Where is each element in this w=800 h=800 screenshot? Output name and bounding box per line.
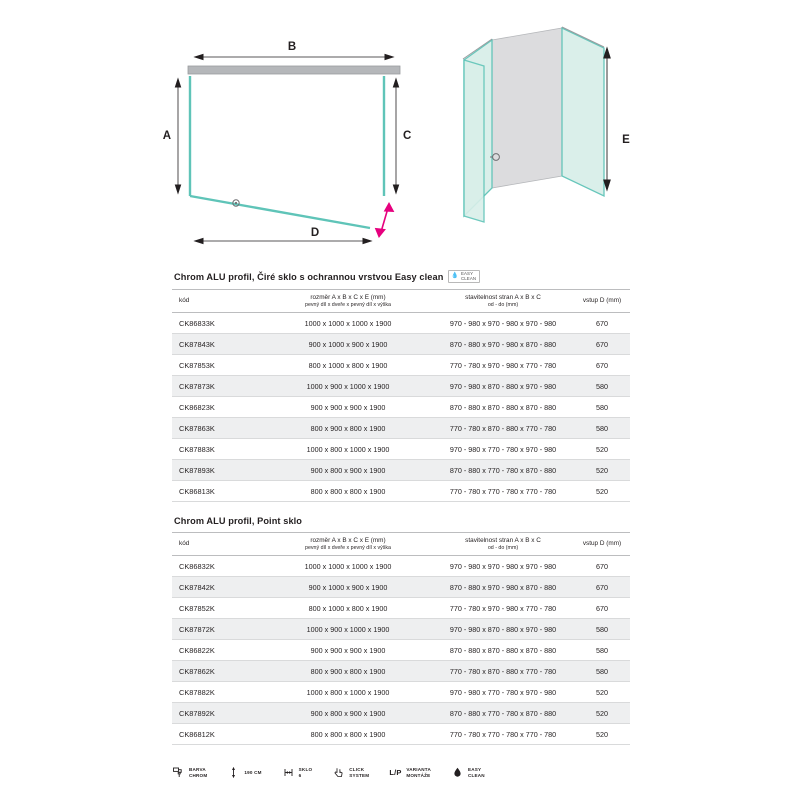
feature-label-line2: CHROM [189, 772, 208, 778]
feature-easy-clean [451, 766, 485, 779]
table-row [172, 334, 630, 355]
section-title-text: Chrom ALU profil, Čiré sklo s ochrannou vrstvou Easy clean [174, 271, 444, 282]
feature-height [227, 766, 261, 779]
water-drop-icon [451, 766, 464, 779]
cell-entry: 580 [574, 376, 630, 397]
product-diagram [0, 0, 800, 262]
cell-size: 800 x 800 x 800 x 1900 [264, 724, 432, 745]
table-row [172, 355, 630, 376]
table-row [172, 682, 630, 703]
cell-adjust: 870 - 880 x 970 - 980 x 870 - 880 [432, 334, 574, 355]
cell-size: 800 x 900 x 800 x 1900 [264, 418, 432, 439]
cell-adjust: 870 - 880 x 870 - 880 x 870 - 880 [432, 640, 574, 661]
cell-size: 900 x 800 x 900 x 1900 [264, 460, 432, 481]
water-drop-icon: 💧 [451, 273, 459, 280]
cell-code: CK87883K [172, 439, 264, 460]
dimension-E [604, 48, 610, 190]
table-easyclean [172, 289, 630, 502]
cell-adjust: 770 - 780 x 970 - 980 x 770 - 780 [432, 598, 574, 619]
cell-code: CK86813K [172, 481, 264, 502]
cell-adjust: 770 - 780 x 770 - 780 x 770 - 780 [432, 724, 574, 745]
cell-adjust: 870 - 880 x 770 - 780 x 870 - 880 [432, 460, 574, 481]
cell-entry: 670 [574, 334, 630, 355]
feature-label-line1: VARIANTA [406, 767, 431, 773]
cell-code: CK87872K [172, 619, 264, 640]
header-size [264, 533, 432, 556]
cell-code: CK87893K [172, 460, 264, 481]
header-size-sub: pevný díl x dveře x pevný díl x výška [305, 301, 391, 308]
left-right-icon [389, 766, 402, 779]
door-pane [190, 196, 370, 228]
header-adjust-main: stavitelnost stran A x B x C [465, 293, 541, 301]
cell-code: CK87892K [172, 703, 264, 724]
header-size-main: rozměr A x B x C x E (mm) [310, 293, 386, 301]
cell-code: CK87842K [172, 577, 264, 598]
table-header-row [172, 290, 630, 313]
table-row [172, 376, 630, 397]
cell-entry: 580 [574, 661, 630, 682]
feature-label-line1: EASY [467, 767, 482, 773]
paint-roller-icon [172, 766, 185, 779]
cell-entry: 670 [574, 355, 630, 376]
cell-size: 1000 x 800 x 1000 x 1900 [264, 682, 432, 703]
cell-code: CK87852K [172, 598, 264, 619]
cell-adjust: 770 - 780 x 770 - 780 x 770 - 780 [432, 481, 574, 502]
header-code: kód [172, 290, 264, 313]
table-row [172, 481, 630, 502]
cell-entry: 520 [574, 481, 630, 502]
label-A: A [162, 130, 171, 142]
cell-entry: 670 [574, 556, 630, 577]
table-header-row [172, 533, 630, 556]
table-row [172, 703, 630, 724]
cell-adjust: 870 - 880 x 770 - 780 x 870 - 880 [432, 703, 574, 724]
cell-adjust: 970 - 980 x 970 - 980 x 970 - 980 [432, 313, 574, 334]
header-adjust [432, 290, 574, 313]
cell-entry: 520 [574, 682, 630, 703]
header-entry: vstup D (mm) [574, 533, 630, 556]
header-size [264, 290, 432, 313]
click-hand-icon [332, 766, 345, 779]
cell-size: 900 x 800 x 900 x 1900 [264, 703, 432, 724]
easy-clean-badge [448, 270, 480, 283]
feature-label-line1: BARVA [189, 767, 206, 773]
table-row [172, 313, 630, 334]
feature-label-line2: MONTÁŽE [406, 772, 431, 778]
dimension-D [195, 238, 371, 243]
height-arrow-icon [227, 766, 240, 779]
svg-text:L/P: L/P [389, 768, 402, 777]
cell-adjust: 970 - 980 x 870 - 880 x 970 - 980 [432, 376, 574, 397]
cell-size: 800 x 800 x 800 x 1900 [264, 481, 432, 502]
cell-size: 900 x 1000 x 900 x 1900 [264, 334, 432, 355]
header-size-main: rozměr A x B x C x E (mm) [310, 536, 386, 544]
cell-entry: 580 [574, 397, 630, 418]
cell-size: 1000 x 900 x 1000 x 1900 [264, 376, 432, 397]
cell-adjust: 970 - 980 x 770 - 780 x 970 - 980 [432, 439, 574, 460]
cell-code: CK87873K [172, 376, 264, 397]
right-fixed-glass [562, 28, 604, 196]
cell-entry: 670 [574, 577, 630, 598]
feature-icon-strip [172, 766, 630, 779]
cell-code: CK86833K [172, 313, 264, 334]
feature-label-line1: SKLO [298, 767, 313, 773]
table-row [172, 598, 630, 619]
cell-code: CK87882K [172, 682, 264, 703]
perspective-view [463, 27, 630, 222]
feature-label-line2: SYSTEM [349, 772, 370, 778]
feature-label-line2: CLEAN [467, 772, 485, 778]
cell-entry: 580 [574, 418, 630, 439]
cell-size: 800 x 1000 x 800 x 1900 [264, 355, 432, 376]
table-row [172, 640, 630, 661]
dimension-C [393, 79, 398, 193]
feature-label-line1: 190 CM [244, 769, 262, 775]
cell-code: CK87863K [172, 418, 264, 439]
cell-size: 800 x 1000 x 800 x 1900 [264, 598, 432, 619]
table-row [172, 724, 630, 745]
cell-entry: 580 [574, 619, 630, 640]
cell-adjust: 770 - 780 x 870 - 880 x 770 - 780 [432, 418, 574, 439]
cell-adjust: 970 - 980 x 970 - 980 x 970 - 980 [432, 556, 574, 577]
cell-entry: 520 [574, 724, 630, 745]
table-point [172, 532, 630, 745]
table-row [172, 439, 630, 460]
plan-view [163, 41, 412, 244]
label-B: B [287, 41, 297, 53]
table-row [172, 460, 630, 481]
spec-tables [172, 266, 630, 745]
cell-entry: 520 [574, 703, 630, 724]
dimension-B [195, 54, 393, 59]
cell-code: CK87853K [172, 355, 264, 376]
swing-arrow [376, 203, 394, 237]
table-row [172, 577, 630, 598]
cell-adjust: 970 - 980 x 770 - 780 x 970 - 980 [432, 682, 574, 703]
easy-clean-badge-line1: EASY [460, 271, 474, 276]
label-C: C [403, 130, 412, 142]
door-glass [464, 60, 484, 222]
cell-entry: 580 [574, 640, 630, 661]
feature-label-line1: CLICK [349, 767, 365, 773]
cell-adjust: 770 - 780 x 870 - 880 x 770 - 780 [432, 661, 574, 682]
cell-code: CK86812K [172, 724, 264, 745]
cell-code: CK86822K [172, 640, 264, 661]
feature-glass-thickness [282, 766, 313, 779]
cell-code: CK87843K [172, 334, 264, 355]
feature-label-line2: 6 [298, 772, 302, 778]
cell-size: 1000 x 900 x 1000 x 1900 [264, 619, 432, 640]
dimension-A [175, 79, 180, 193]
section-title-text: Chrom ALU profil, Point sklo [174, 516, 303, 527]
cell-adjust: 770 - 780 x 970 - 980 x 770 - 780 [432, 355, 574, 376]
table-row [172, 418, 630, 439]
feature-barva-chrom [172, 766, 207, 779]
cell-size: 900 x 1000 x 900 x 1900 [264, 577, 432, 598]
table-row [172, 397, 630, 418]
cell-code: CK86832K [172, 556, 264, 577]
glass-thickness-icon [282, 766, 295, 779]
feature-click-system [332, 766, 369, 779]
header-adjust-main: stavitelnost stran A x B x C [465, 536, 541, 544]
top-profile-bar [188, 66, 400, 74]
cell-size: 1000 x 1000 x 1000 x 1900 [264, 313, 432, 334]
cell-size: 900 x 900 x 900 x 1900 [264, 640, 432, 661]
table-row [172, 556, 630, 577]
cell-entry: 670 [574, 313, 630, 334]
section-title-easyclean [172, 266, 630, 289]
header-adjust [432, 533, 574, 556]
label-E: E [622, 134, 630, 146]
feature-mount-variant [389, 766, 431, 779]
easy-clean-badge-line2: CLEAN [460, 275, 477, 281]
table-row [172, 661, 630, 682]
label-D: D [310, 227, 320, 239]
cell-adjust: 970 - 980 x 870 - 880 x 970 - 980 [432, 619, 574, 640]
back-panel [492, 28, 562, 188]
header-entry: vstup D (mm) [574, 290, 630, 313]
cell-adjust: 870 - 880 x 970 - 980 x 870 - 880 [432, 577, 574, 598]
section-title-point [172, 512, 630, 532]
cell-size: 800 x 900 x 800 x 1900 [264, 661, 432, 682]
table-row [172, 619, 630, 640]
cell-entry: 520 [574, 439, 630, 460]
cell-entry: 520 [574, 460, 630, 481]
cell-size: 900 x 900 x 900 x 1900 [264, 397, 432, 418]
cell-entry: 670 [574, 598, 630, 619]
cell-size: 1000 x 1000 x 1000 x 1900 [264, 556, 432, 577]
cell-code: CK87862K [172, 661, 264, 682]
header-code: kód [172, 533, 264, 556]
cell-code: CK86823K [172, 397, 264, 418]
header-adjust-sub: od - do (mm) [487, 544, 519, 551]
header-size-sub: pevný díl x dveře x pevný díl x výška [305, 544, 391, 551]
cell-adjust: 870 - 880 x 870 - 880 x 870 - 880 [432, 397, 574, 418]
header-adjust-sub: od - do (mm) [487, 301, 519, 308]
cell-size: 1000 x 800 x 1000 x 1900 [264, 439, 432, 460]
